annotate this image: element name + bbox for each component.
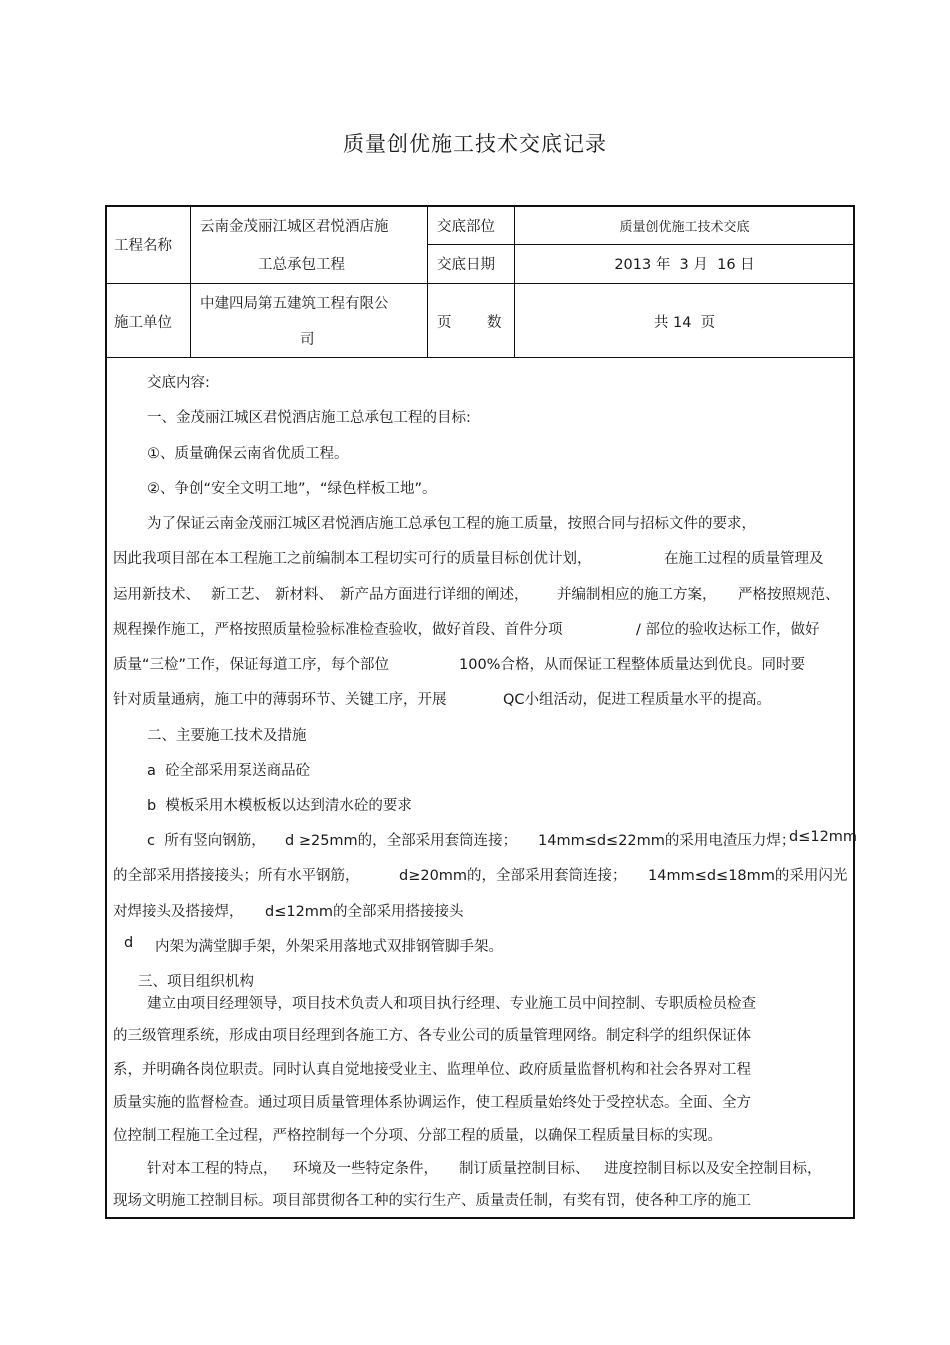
project-name-label: 工程名称 [114, 238, 172, 254]
section3-line5: 位控制工程施工全过程，严格控制每一个分项、分部工程的质量，以确保工程质量目标的实现。 [113, 1128, 722, 1144]
paragraph1-line3c: 新材料、 [275, 587, 333, 603]
section2-item-c-line1c: 14mm≤d≤22mm的采用电渣压力焊； [538, 833, 796, 849]
paragraph1-line4b: / 部位的验收达标工作，做好 [636, 622, 820, 638]
page-title: 质量创优施工技术交底记录 [343, 132, 607, 156]
section3-line6b: 环境及一些特定条件， [293, 1161, 438, 1177]
section1-title: 一、金茂丽江城区君悦酒店施工总承包工程的目标: [147, 410, 471, 426]
section3-line1: 建立由项目经理领导，项目技术负责人和项目执行经理、专业施工员中间控制、专职质检员检查 [147, 996, 756, 1012]
section2-item-c-line2a: 的全部采用搭接接头；所有水平钢筋， [113, 868, 360, 884]
section2-item-c-line2b: d≥20mm的，全部采用套筒连接； [399, 868, 627, 884]
paragraph1-line6b: QC小组活动，促进工程质量水平的提高。 [503, 692, 772, 708]
section3-line4: 质量实施的监督检查。通过项目质量管理体系协调运作，使工程质量始终处于受控状态。全面、全方 [113, 1095, 751, 1111]
section2-item-b: b 模板采用木模板板以达到清水砼的要求 [147, 798, 412, 814]
paragraph1-line3d: 新产品方面进行详细的阐述， [340, 587, 529, 603]
row-divider [106, 283, 854, 284]
section3-line7: 现场文明施工控制目标。项目部贯彻各工种的实行生产、质量责任制，有奖有罚，使各种工序的施工 [113, 1193, 751, 1209]
pages-label-1: 页 [437, 315, 452, 331]
paragraph1-line5b: 100%合格，从而保证工程整体质量达到优良。同时要 [459, 657, 805, 673]
section2-item-c-line2c: 14mm≤d≤18mm的采用闪光 [648, 868, 848, 884]
disclosure-date-label: 交底日期 [437, 257, 495, 273]
section2-item-c-line1b: d ≥25mm的，全部采用套筒连接； [285, 833, 518, 849]
section1-item1: ①、质量确保云南省优质工程。 [147, 446, 349, 462]
section3-line6a: 针对本工程的特点， [147, 1161, 278, 1177]
paragraph1-line3f: 严格按照规范、 [738, 587, 840, 603]
section3-line6d: 进度控制目标以及安全控制目标， [604, 1161, 822, 1177]
pages-label-2: 数 [487, 315, 502, 331]
construction-unit-value-line1: 中建四局第五建筑工程有限公 [200, 296, 389, 312]
section2-item-c-line3b: d≤12mm的全部采用搭接接头 [265, 904, 464, 920]
section3-title: 三、项目组织机构 [138, 974, 254, 990]
section2-item-a: a 砼全部采用泵送商品砼 [147, 763, 311, 779]
section3-line2: 的三级管理系统，形成由项目经理到各施工方、各专业公司的质量管理网络。制定科学的组织保证体 [113, 1028, 751, 1044]
paragraph1-line3e: 并编制相应的施工方案， [557, 587, 717, 603]
row-divider [106, 357, 854, 358]
section2-item-c-line3a: 对焊接头及搭接焊， [113, 904, 244, 920]
project-name-value-line2: 工总承包工程 [258, 257, 345, 273]
paragraph1-line2b: 在施工过程的质量管理及 [664, 551, 824, 567]
section2-item-c-line1a: c 所有竖向钢筋， [147, 833, 266, 849]
column-divider [190, 206, 191, 357]
paragraph1-line4a: 规程操作施工，严格按照质量检验标准检查验收，做好首段、首件分项 [113, 622, 563, 638]
paragraph1-line6a: 针对质量通病，施工中的薄弱环节、关键工序，开展 [113, 692, 447, 708]
paragraph1-line1: 为了保证云南金茂丽江城区君悦酒店施工总承包工程的施工质量，按照合同与招标文件的要求， [147, 516, 756, 532]
section2-item-d-letter: d [124, 935, 134, 951]
disclosure-part-label: 交底部位 [437, 219, 495, 235]
section2-item-d-text: 内架为满堂脚手架，外架采用落地式双排钢管脚手架。 [155, 939, 503, 955]
construction-unit-value-line2: 司 [300, 332, 315, 348]
disclosure-date-value: 2013 年 3 月 16 日 [614, 257, 755, 273]
pages-value: 共 14 页 [653, 315, 716, 331]
row-divider [428, 244, 854, 245]
section2-title: 二、主要施工技术及措施 [147, 728, 307, 744]
construction-unit-label: 施工单位 [114, 315, 172, 331]
paragraph1-line5a: 质量“三检”工作，保证每道工序，每个部位 [113, 657, 390, 673]
paragraph1-line3a: 运用新技术、 [113, 587, 200, 603]
paragraph1-line3b: 新工艺、 [211, 587, 269, 603]
content-heading: 交底内容: [147, 375, 210, 391]
section2-item-c-line1d: d≤12mm [789, 829, 858, 845]
section1-item2: ②、争创“安全文明工地”，“绿色样板工地”。 [147, 481, 437, 497]
column-divider [427, 206, 428, 357]
section3-line3: 系，并明确各岗位职责。同时认真自觉地接受业主、监理单位、政府质量监督机构和社会各界对工程 [113, 1062, 751, 1078]
project-name-value-line1: 云南金茂丽江城区君悦酒店施 [200, 219, 389, 235]
disclosure-part-value: 质量创优施工技术交底 [619, 220, 750, 235]
section3-line6c: 制订质量控制目标、 [459, 1161, 590, 1177]
paragraph1-line2a: 因此我项目部在本工程施工之前编制本工程切实可行的质量目标创优计划， [113, 551, 592, 567]
